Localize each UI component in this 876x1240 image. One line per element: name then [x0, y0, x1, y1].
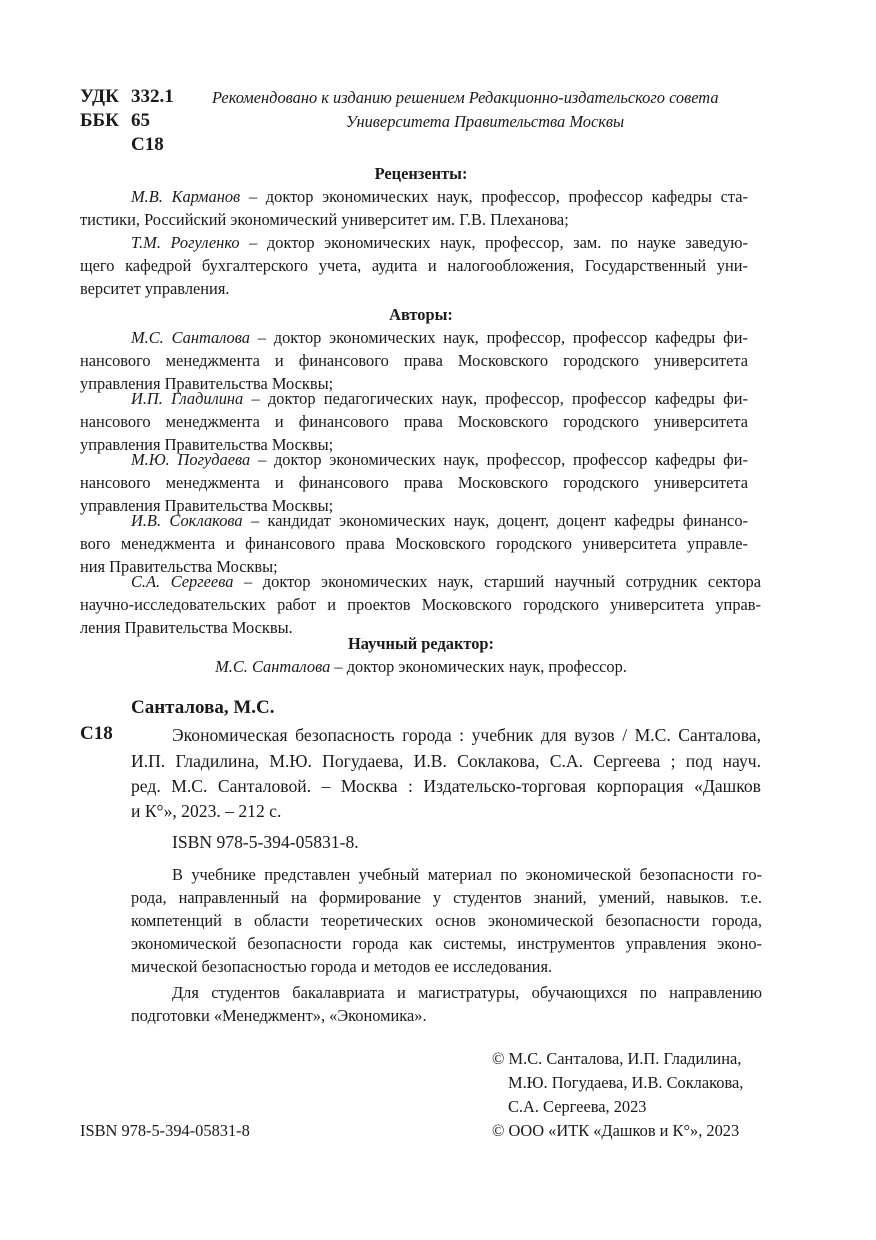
authors-heading: Авторы:: [389, 305, 453, 324]
copyright-line-1: © М.С. Санталова, И.П. Гладилина,: [492, 1049, 742, 1068]
author-mark: С18: [131, 134, 164, 155]
annotation-p1-line-5: мической безопасностью города и методов ее исследования.: [131, 957, 553, 976]
reviewer-2-line-1: Т.М. Рогуленко – доктор экономических наук, профессор, зам. по науке заведую-: [131, 233, 748, 252]
author-4-line-2: вого менеджмента и финансового права Московского городского университета управле-: [80, 534, 748, 553]
author-4-line-3: ния Правительства Москвы;: [80, 557, 278, 576]
annotation-p2-line-1: Для студентов бакалавриата и магистратуры, обучающихся по направлению: [172, 983, 762, 1002]
author-3-line-3: управления Правительства Москвы;: [80, 496, 334, 515]
author-1-line-3: управления Правительства Москвы;: [80, 374, 334, 393]
author-5-line-3: ления Правительства Москвы.: [80, 618, 293, 637]
author-1-line-2: нансового менеджмента и финансового права Московского городского университета: [80, 351, 748, 370]
bib-line-1: Экономическая безопасность города : учебник для вузов / М.С. Санталова,: [172, 725, 761, 745]
reviewers-heading: Рецензенты:: [374, 164, 468, 183]
author-5-name: С.А. Сергеева: [131, 572, 234, 591]
copyright-line-3: С.А. Сергеева, 2023: [508, 1097, 647, 1116]
editor-name: М.С. Санталова: [215, 657, 331, 676]
udk-label: УДК: [80, 86, 119, 107]
reviewer-1-line-2: тистики, Российский экономический университет им. Г.В. Плеханова;: [80, 210, 569, 229]
bib-author-heading: Санталова, М.С.: [131, 697, 275, 718]
copyright-line-4: © ООО «ИТК «Дашков и К°», 2023: [492, 1121, 740, 1140]
author-5-line-1: С.А. Сергеева – доктор экономических наук, старший научный сотрудник сектора: [131, 572, 761, 591]
author-2-name: И.П. Гладилина: [131, 389, 244, 408]
reviewer-2-name: Т.М. Рогуленко: [131, 233, 240, 252]
recommendation-line-1: Рекомендовано к изданию решением Редакционно-издательского совета: [212, 88, 719, 107]
bbk-value: 65: [131, 110, 150, 131]
udk-value: 332.1: [131, 86, 174, 107]
annotation-p2-line-2: подготовки «Менеджмент», «Экономика».: [131, 1006, 427, 1025]
author-3-line-2: нансового менеджмента и финансового права Московского городского университета: [80, 473, 748, 492]
author-2-line-1: И.П. Гладилина – доктор педагогических наук, профессор, профессор кафедры фи-: [131, 389, 749, 408]
author-4-name: И.В. Соклакова: [131, 511, 243, 530]
reviewer-2-line-3: верситет управления.: [80, 279, 230, 298]
annotation-p1-line-1: В учебнике представлен учебный материал по экономической безопасности го-: [172, 865, 762, 884]
bbk-label: ББК: [80, 110, 119, 131]
reviewer-2-line-2: щего кафедрой бухгалтерского учета, аудита и налогообложения, Государственный уни-: [80, 256, 748, 275]
author-1-line-1: М.С. Санталова – доктор экономических наук, профессор, профессор кафедры фи-: [131, 328, 748, 347]
bib-line-4: и К°», 2023. – 212 с.: [131, 801, 282, 821]
editor-heading: Научный редактор:: [347, 634, 495, 653]
author-4-line-1: И.В. Соклакова – кандидат экономических наук, доцент, доцент кафедры финансо-: [131, 511, 748, 530]
editor-line: М.С. Санталова – доктор экономических наук, профессор.: [215, 657, 627, 676]
author-5-line-2: научно-исследовательских работ и проектов Московского городского университета управ-: [80, 595, 761, 614]
copyright-line-2: М.Ю. Погудаева, И.В. Соклакова,: [508, 1073, 744, 1092]
author-2-line-2: нансового менеджмента и финансового права Московского городского университета: [80, 412, 748, 431]
bib-isbn: ISBN 978-5-394-05831-8.: [172, 832, 359, 852]
reviewer-1-line-1: М.В. Карманов – доктор экономических наук, профессор, профессор кафедры ста-: [131, 187, 748, 206]
annotation-p1-line-3: компетенций в области теоретических основ экономической безопасности города,: [131, 911, 762, 930]
bib-mark: С18: [80, 723, 113, 744]
bib-line-3: ред. М.С. Санталовой. – Москва : Издательско-торговая корпорация «Дашков: [131, 776, 761, 796]
author-3-line-1: М.Ю. Погудаева – доктор экономических наук, профессор, профессор кафедры фи-: [131, 450, 748, 469]
annotation-p1-line-2: рода, направленный на формирование у студентов знаний, умений, навыков. т.е.: [131, 888, 762, 907]
reviewer-1-name: М.В. Карманов: [131, 187, 241, 206]
footer-isbn: ISBN 978-5-394-05831-8: [80, 1121, 250, 1140]
annotation-p1-line-4: экономической безопасности города как системы, инструментов управления эконо-: [131, 934, 762, 953]
recommendation-line-2: Университета Правительства Москвы: [345, 112, 625, 131]
author-1-name: М.С. Санталова: [131, 328, 250, 347]
author-3-name: М.Ю. Погудаева: [131, 450, 251, 469]
author-2-line-3: управления Правительства Москвы;: [80, 435, 334, 454]
bib-line-2: И.П. Гладилина, М.Ю. Погудаева, И.В. Соклакова, С.А. Сергеева ; под науч.: [131, 751, 761, 771]
